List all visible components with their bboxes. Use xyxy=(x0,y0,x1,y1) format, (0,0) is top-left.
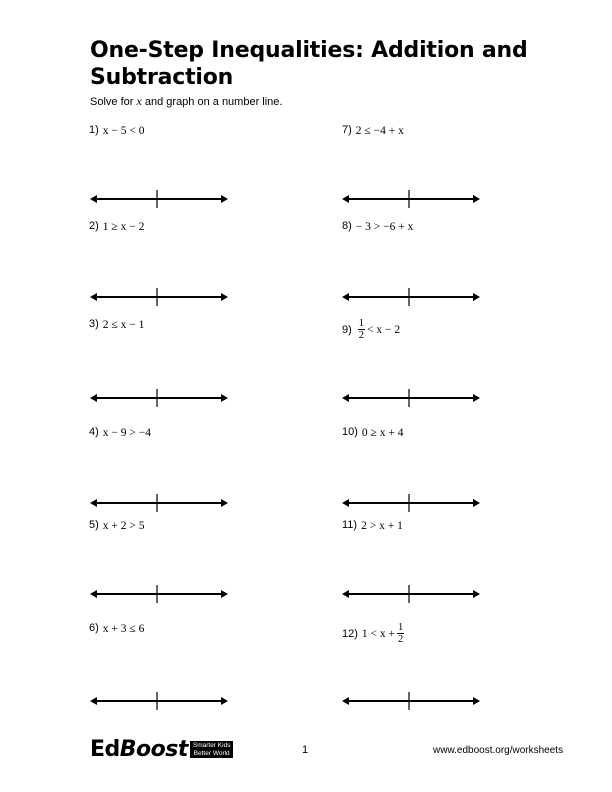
arrow-right-icon xyxy=(221,394,228,402)
instructions xyxy=(90,94,282,109)
expression-text: x + 3 ≤ 6 xyxy=(102,622,145,635)
problem-expression xyxy=(103,426,151,438)
expression-text: − 3 > −6 + x xyxy=(355,220,414,233)
arrow-right-icon xyxy=(473,590,480,598)
arrow-right-icon xyxy=(221,499,228,507)
arrow-left-icon xyxy=(342,195,349,203)
problem-number: 1) xyxy=(89,124,99,137)
expression-text: 0 ≥ x + 4 xyxy=(361,426,404,439)
problem-11 xyxy=(342,519,403,553)
problem-9 xyxy=(342,318,400,352)
arrow-left-icon xyxy=(342,394,349,402)
problem-number: 6) xyxy=(89,622,99,635)
problem-1 xyxy=(89,124,145,158)
number-line-9[interactable] xyxy=(342,388,480,408)
number-line-3[interactable] xyxy=(90,388,228,408)
number-line-2[interactable] xyxy=(90,287,228,307)
problem-expression xyxy=(103,622,145,634)
fraction-numerator: 1 xyxy=(358,318,365,329)
logo-ed-text: Ed xyxy=(90,737,120,762)
problem-number: 11) xyxy=(342,519,358,532)
logo-tagline xyxy=(190,741,234,758)
number-line-6[interactable] xyxy=(90,691,228,711)
problem-expression xyxy=(362,426,404,438)
problem-5 xyxy=(89,519,145,553)
arrow-left-icon xyxy=(90,195,97,203)
problem-expression xyxy=(103,519,145,531)
problem-number: 2) xyxy=(89,220,99,233)
number-line-8[interactable] xyxy=(342,287,480,307)
problem-expression xyxy=(103,220,145,232)
problem-number: 4) xyxy=(89,426,99,439)
problem-expression xyxy=(103,124,145,136)
problem-12 xyxy=(342,622,406,656)
problem-4 xyxy=(89,426,151,460)
arrow-left-icon xyxy=(90,293,97,301)
expression-text: 2 ≤ x − 1 xyxy=(102,318,145,331)
problem-number: 9) xyxy=(342,323,352,336)
number-line-11[interactable] xyxy=(342,584,480,604)
arrow-left-icon xyxy=(90,394,97,402)
problem-expression xyxy=(103,318,145,330)
expression-text: 2 ≤ −4 + x xyxy=(355,124,404,137)
problem-expression xyxy=(356,220,414,232)
page-number: 1 xyxy=(302,744,309,756)
problem-expression xyxy=(356,124,404,136)
page-title: One-Step Inequalities: Addition and Subtraction xyxy=(90,38,528,90)
arrow-left-icon xyxy=(342,697,349,705)
problem-7 xyxy=(342,124,404,158)
problem-number: 3) xyxy=(89,318,99,331)
fraction-numerator: 1 xyxy=(398,622,404,633)
fraction xyxy=(358,318,365,341)
logo-tagline-line-2: Better World xyxy=(193,749,230,757)
arrow-right-icon xyxy=(473,293,480,301)
arrow-right-icon xyxy=(473,394,480,402)
expression-text: x − 9 > −4 xyxy=(102,426,151,439)
number-line-12[interactable] xyxy=(342,691,480,711)
arrow-left-icon xyxy=(90,590,97,598)
arrow-left-icon xyxy=(342,293,349,301)
number-line-4[interactable] xyxy=(90,493,228,513)
arrow-left-icon xyxy=(90,697,97,705)
arrow-right-icon xyxy=(221,697,228,705)
fraction xyxy=(397,622,404,645)
arrow-left-icon xyxy=(342,499,349,507)
problem-3 xyxy=(89,318,144,352)
arrow-right-icon xyxy=(473,697,480,705)
expression-text: x − 5 < 0 xyxy=(102,124,145,137)
logo-boost-text: Boost xyxy=(119,737,188,762)
problem-6 xyxy=(89,622,144,656)
problem-8 xyxy=(342,220,413,254)
problem-expression xyxy=(361,519,403,531)
arrow-right-icon xyxy=(221,590,228,598)
arrow-right-icon xyxy=(473,195,480,203)
problem-10 xyxy=(342,426,403,460)
arrow-right-icon xyxy=(221,293,228,301)
number-line-5[interactable] xyxy=(90,584,228,604)
instructions-after: and graph on a number line. xyxy=(144,96,283,108)
problem-expression xyxy=(356,318,400,341)
arrow-left-icon xyxy=(90,499,97,507)
logo-tagline-line-1: Smarter Kids xyxy=(192,742,231,749)
fraction-denominator: 2 xyxy=(358,330,365,341)
expression-text: 1 ≥ x − 2 xyxy=(102,220,145,233)
problem-number: 10) xyxy=(342,426,358,439)
instructions-variable: x xyxy=(136,94,142,108)
problem-number: 5) xyxy=(89,519,99,532)
website-url: www.edboost.org/worksheets xyxy=(433,745,564,756)
problem-number: 8) xyxy=(342,220,352,233)
arrow-left-icon xyxy=(342,590,349,598)
number-line-1[interactable] xyxy=(90,189,228,209)
fraction-denominator: 2 xyxy=(398,634,404,645)
number-line-10[interactable] xyxy=(342,493,480,513)
expression-text: 1 < x + xyxy=(361,627,396,640)
instructions-before: Solve for xyxy=(90,96,134,108)
edboost-logo xyxy=(90,737,233,761)
problem-number: 12) xyxy=(342,627,358,640)
expression-text: < x − 2 xyxy=(367,323,401,336)
expression-text: x + 2 > 5 xyxy=(102,519,145,532)
problem-expression xyxy=(362,622,406,645)
problem-number: 7) xyxy=(342,124,352,137)
problem-2 xyxy=(89,220,144,254)
expression-text: 2 > x + 1 xyxy=(361,519,403,532)
arrow-right-icon xyxy=(221,195,228,203)
arrow-right-icon xyxy=(473,499,480,507)
number-line-7[interactable] xyxy=(342,189,480,209)
